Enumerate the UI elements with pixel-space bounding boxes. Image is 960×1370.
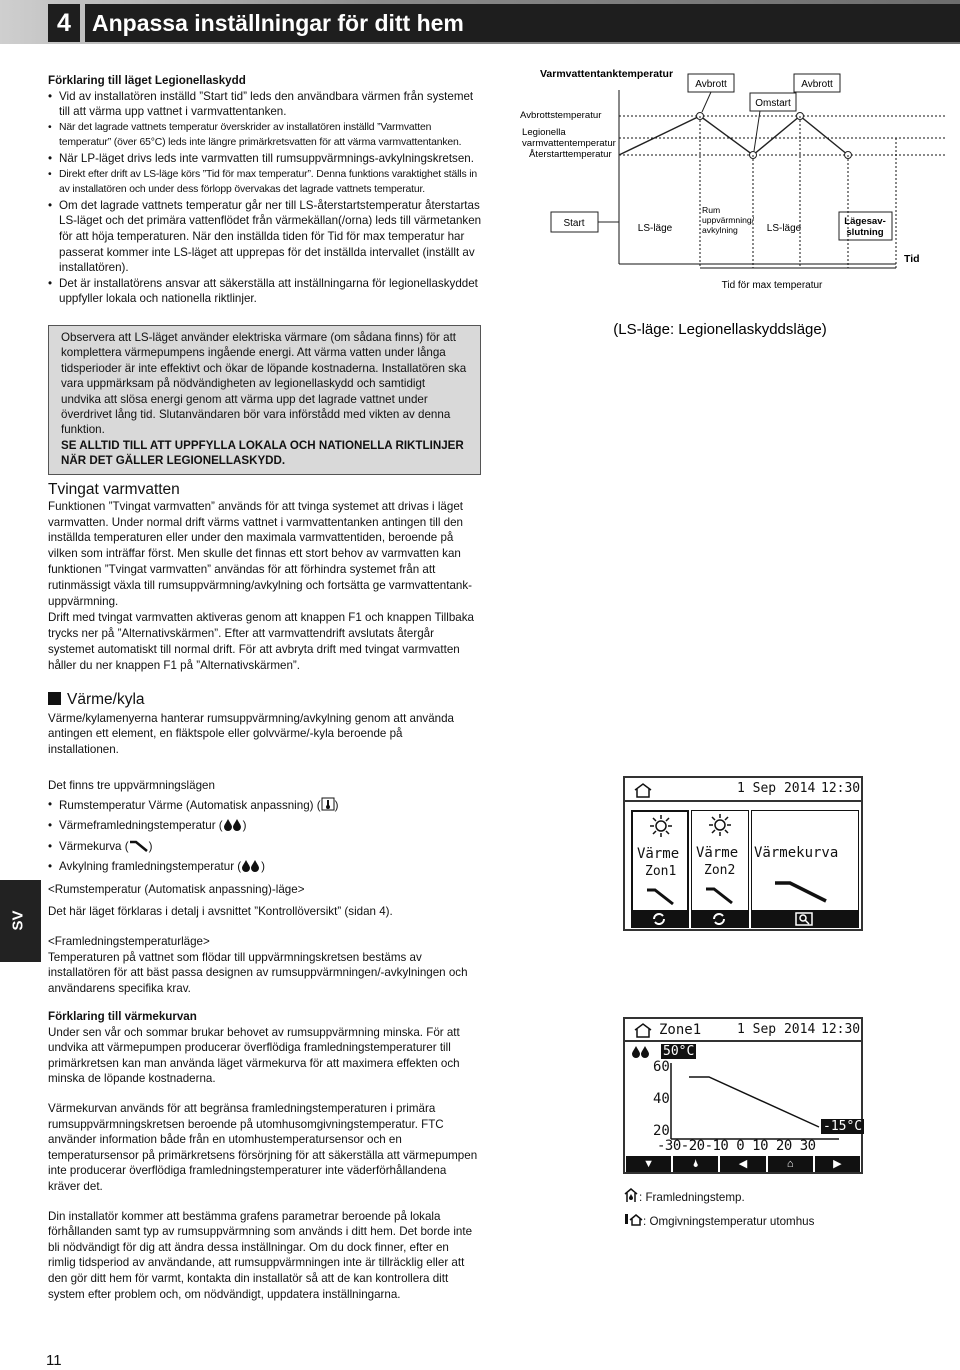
option-heat-curve[interactable] xyxy=(751,810,859,928)
heat-curve-explanation xyxy=(48,1009,478,1302)
forced-heading: Tvingat varmvatten xyxy=(48,481,180,498)
stop-label-2: Avbrott xyxy=(801,79,833,90)
forced-paragraph-1: Funktionen ”Tvingat varmvatten” används för att tvinga systemet att drivas i läget varmvatten. Under normal drift värms vattnet i varmvattentanken antingen till den inställda temperaturen eller under den maximala varmvattentiden, beroende på vilken som inträffar först. Men skulle det finnas ett stort behov av varmvatten kan funktionen ”Tvingat varmvatten” användas för att förhindra systemet från att rutinmässigt växla till rumsuppvärmning/avkylning och fortsätta ge varmvattentank-uppvärmning. xyxy=(48,499,472,609)
room-phase-label: Rum uppvärmning/ avkylning xyxy=(702,205,755,235)
chapter-number: 4 xyxy=(48,4,80,42)
heat-curve-icon xyxy=(772,877,832,907)
rotate-icon xyxy=(711,911,727,927)
heating-intro: Värme/kylamenyerna hanterar rumsuppvärmning/avkylning genom att använda antingen ett element, en fläktspole eller golvvärme/-kyla beroende på installationen. xyxy=(48,711,454,756)
flow-mode-heading: <Framledningstemperaturläge> xyxy=(48,935,210,948)
zone-label: Zone1 xyxy=(659,1022,702,1038)
list-item: • Vid av installatören inställd ”Start tid” leds den användbara värmen från systemet till att värma upp vattnet i varmvattentanken. xyxy=(48,89,486,120)
screen-date: 1 Sep 2014 xyxy=(737,1022,816,1037)
heat-curve-line xyxy=(689,1077,819,1127)
legionella-list xyxy=(48,89,486,307)
list-item: • När det lagrade vattnets temperatur överskrider av installatören inställd ”Varmvatten temperatur” (över 65°C) leds inte längre primärkretsvatten för att värma varmvattentanken. xyxy=(48,120,486,151)
screen-legend xyxy=(623,1187,903,1229)
home-icon xyxy=(633,782,653,798)
page-number: 11 xyxy=(46,1352,62,1369)
modes-intro: Det finns tre uppvärmningslägen xyxy=(48,779,215,792)
legionella-section xyxy=(48,73,486,307)
legionella-timing-diagram xyxy=(500,60,960,350)
forced-paragraph-2: Drift med tvingat varmvatten aktiveras genom att knappen F1 och knappen Tillbaka trycks ner på ”Alternativskärmen”. Efter att varmvattendrift avslutats återgår systemet automatiskt till normal drift. För att avbryta drift med tvingat varmvatten håller du ner knappen F1 på ”Alternativskärmen”. xyxy=(48,610,474,672)
function-key-bar xyxy=(631,910,689,928)
list-item: • När LP-läget drivs leds inte varmvatten till rumsuppvärmnings-avkylningskretsen. xyxy=(48,151,486,167)
option-sublabel: Zon1 xyxy=(645,864,677,879)
screen-status-bar xyxy=(625,778,861,802)
y-tick: 60 xyxy=(653,1059,670,1075)
curve-paragraph-1: Under sen vår och sommar brukar behovet av rumsuppvärmning minska. För att undvika att värmepumpen producerar överflödiga framledningstemperaturer till primärkretsen kan man använda läget värmekurva för att maximera effekten och minska de löpande kostnaderna. xyxy=(48,1025,460,1086)
heat-curve-icon xyxy=(645,886,677,906)
heat-curve-screen xyxy=(623,1017,863,1174)
option-sublabel: Zon2 xyxy=(704,863,736,878)
y-tick: 20 xyxy=(653,1123,670,1139)
y-label-stop: Avbrottstemperatur xyxy=(520,110,602,121)
pointer-line xyxy=(754,111,760,151)
forced-hot-water-section xyxy=(48,482,478,674)
list-item: • Avkylning framledningstemperatur ( ) xyxy=(48,859,478,877)
rotate-icon xyxy=(651,911,667,927)
flow-temp-icon xyxy=(223,818,243,836)
room-mode-heading: <Rumstemperatur (Automatisk anpassning)-läge> xyxy=(48,883,305,896)
y-label-legionella: Legionella varmvattentemperatur xyxy=(522,127,616,149)
pointer-line xyxy=(702,92,711,112)
option-label: Värme xyxy=(696,845,739,861)
ls-phase-2: LS-läge xyxy=(766,223,802,234)
cooling-flow-icon xyxy=(241,859,261,877)
screen-time: 12:30 xyxy=(821,781,861,796)
list-item: • Värmekurva ( ) xyxy=(48,839,478,857)
sun-icon xyxy=(708,813,732,837)
function-key-row xyxy=(625,1156,861,1172)
room-temp-icon xyxy=(321,797,335,816)
diagram-title: Varmvattentanktemperatur xyxy=(540,68,674,80)
right-arrow-key[interactable]: ▶ xyxy=(815,1156,860,1172)
function-key-bar xyxy=(691,910,749,928)
chapter-title: Anpassa inställningar för ditt hem xyxy=(85,4,960,42)
screen-time: 12:30 xyxy=(821,1022,861,1037)
magnifier-icon xyxy=(795,911,813,927)
sun-icon xyxy=(649,814,673,838)
left-arrow-key[interactable]: ◀ xyxy=(720,1156,765,1172)
list-item: • Det är installatörens ansvar att säkerställa att inställningarna för legionellaskyddet uppfyller lokala och nationella riktlinjer. xyxy=(48,276,486,307)
ls-phase-1: LS-läge xyxy=(637,223,673,234)
y-tick: 40 xyxy=(653,1091,670,1107)
section-marker xyxy=(48,692,61,705)
flow-temp-key[interactable]: 🌢 xyxy=(673,1156,718,1172)
note-bold-text: SE ALLTID TILL ATT UPPFYLLA LOKALA OCH NATIONELLA RIKTLINJER NÄR DET GÄLLER LEGIONELLASKYDD. xyxy=(61,438,464,468)
flow-temp-legend-icon xyxy=(623,1187,639,1203)
heating-heading: Värme/kyla xyxy=(67,691,145,708)
legionella-heading: Förklaring till läget Legionellaskydd xyxy=(48,74,246,87)
x-axis-label: Tid xyxy=(904,253,920,265)
outdoor-temp-badge: -15°C xyxy=(823,1119,863,1134)
restart-label: Omstart xyxy=(755,98,791,109)
heat-curve-icon xyxy=(704,885,736,905)
legend-flow: : Framledningstemp. xyxy=(639,1191,745,1204)
outdoor-temp-legend-icon xyxy=(623,1211,643,1227)
max-time-label: Tid för max temperatur xyxy=(721,280,823,291)
option-label: Värmekurva xyxy=(754,845,839,861)
warning-note-box xyxy=(48,325,481,475)
option-heating-zone1[interactable] xyxy=(631,810,689,928)
room-temp-mode xyxy=(48,882,478,919)
list-item: • Värmeframledningstemperatur ( ) xyxy=(48,818,478,836)
flow-temp-icon xyxy=(631,1045,651,1059)
language-tab: SV xyxy=(0,880,41,962)
curve-heading: Förklaring till värmekurvan xyxy=(48,1010,197,1023)
room-mode-text: Det här läget förklaras i detalj i avsnittet ”Kontrollöversikt” (sidan 4). xyxy=(48,904,393,918)
flow-mode-text: Temperaturen på vattnet som flödar till uppvärmningskretsen bestäms av installatören för att bäst passa designen av rumsuppvärmningen/-avkylningen och användarens specifika krav. xyxy=(48,950,468,995)
start-label: Start xyxy=(563,218,585,229)
note-text: Observera att LS-läget använder elektriska värmare (om sådana finns) för att komplettera värmepumpens ingående energi. Att värma vatten under långa tidsperioder är inte effektivt och ökar de löpande kostnaderna. Installatören ska vara uppmärksam på nödvändigheten av legionellaskydd och samtidigt undvika att slösa energi genom att värma upp det lagrade vattnet under överdrivet lång tid. Slutanvändaren bör vara införstådd med vikten av denna funktion. xyxy=(61,331,467,437)
function-key-bar xyxy=(751,910,859,928)
stop-label: Avbrott xyxy=(695,79,727,90)
legend-outdoor: : Omgivningstemperatur utomhus xyxy=(643,1214,815,1228)
flow-temp-mode xyxy=(48,934,468,996)
list-item: • Direkt efter drift av LS-läge körs ”Tid för max temperatur”. Denna funktions varaktighet ställs in av installatören och under dess förlopp övervakas det lagrade vattnets temperatur. xyxy=(48,167,486,198)
curve-paragraph-3: Din installatör kommer att bestämma grafens parametrar beroende på lokala förhållanden samt typ av rumsuppvärmning som används i ditt hem. Det borde inte bli nödvändigt för dig att ändra dessa inställningar. Om du dock finner, efter en rimlig tidsperiod av användande, att rumsuppvärmningen inte är tillräcklig eller att den gör ditt hem för varmt, kontakta din installatör så att de kan kontrollera ditt system efter problem och, om nödvändigt, uppdatera inställningarna. xyxy=(48,1209,473,1301)
list-item: • Rumstemperatur Värme (Automatisk anpassning) ( ) xyxy=(48,797,478,816)
temperature-curve xyxy=(619,116,848,155)
option-label: Värme xyxy=(637,846,680,862)
heating-modes xyxy=(48,778,478,877)
list-item: • Om det lagrade vattnets temperatur går ner till LS-återstartstemperatur återstartas LS-läget och det primära vattenflödet från värmekällan(/orna) leds till värmetanken för att höja temperaturen. När den inställda tiden för Tid för max temperatur har passerat kommer inte LS-läget att upprepas för det inställda intervallet (inställt av installatören). xyxy=(48,198,486,276)
home-icon xyxy=(633,1022,653,1038)
heating-menu-screen xyxy=(623,776,863,931)
option-heating-zone2[interactable] xyxy=(691,810,749,928)
screen-date: 1 Sep 2014 xyxy=(737,781,816,796)
outdoor-temp-key[interactable]: ⌂ xyxy=(768,1156,813,1172)
end-label: Lägesav-slutning xyxy=(844,216,886,238)
down-arrow-key[interactable]: ▼ xyxy=(626,1156,671,1172)
x-ticks: -30-20-10 0 10 20 30 xyxy=(657,1138,816,1154)
curve-paragraph-2: Värmekurvan används för att begränsa framledningstemperaturen i primära rumsuppvärmningskretsen beroende på utomhusomgivningstemperatur. FTC använder information både från en utomhustemperatursensor och en temperatursensor på primärkretsens försörjning för att säkerställa att värmepumpen inte producerar överflödiga framledningstemperaturer inte väderförhållandena kräver det. xyxy=(48,1101,478,1193)
y-label-restart: Återstarttemperatur xyxy=(529,149,612,160)
heating-cooling-section xyxy=(48,692,476,757)
setpoint-badge: 50°C xyxy=(663,1044,695,1059)
diagram-caption: (LS-läge: Legionellaskyddsläge) xyxy=(613,321,827,338)
heat-curve-icon xyxy=(129,840,149,857)
screen-status-bar xyxy=(625,1019,861,1042)
